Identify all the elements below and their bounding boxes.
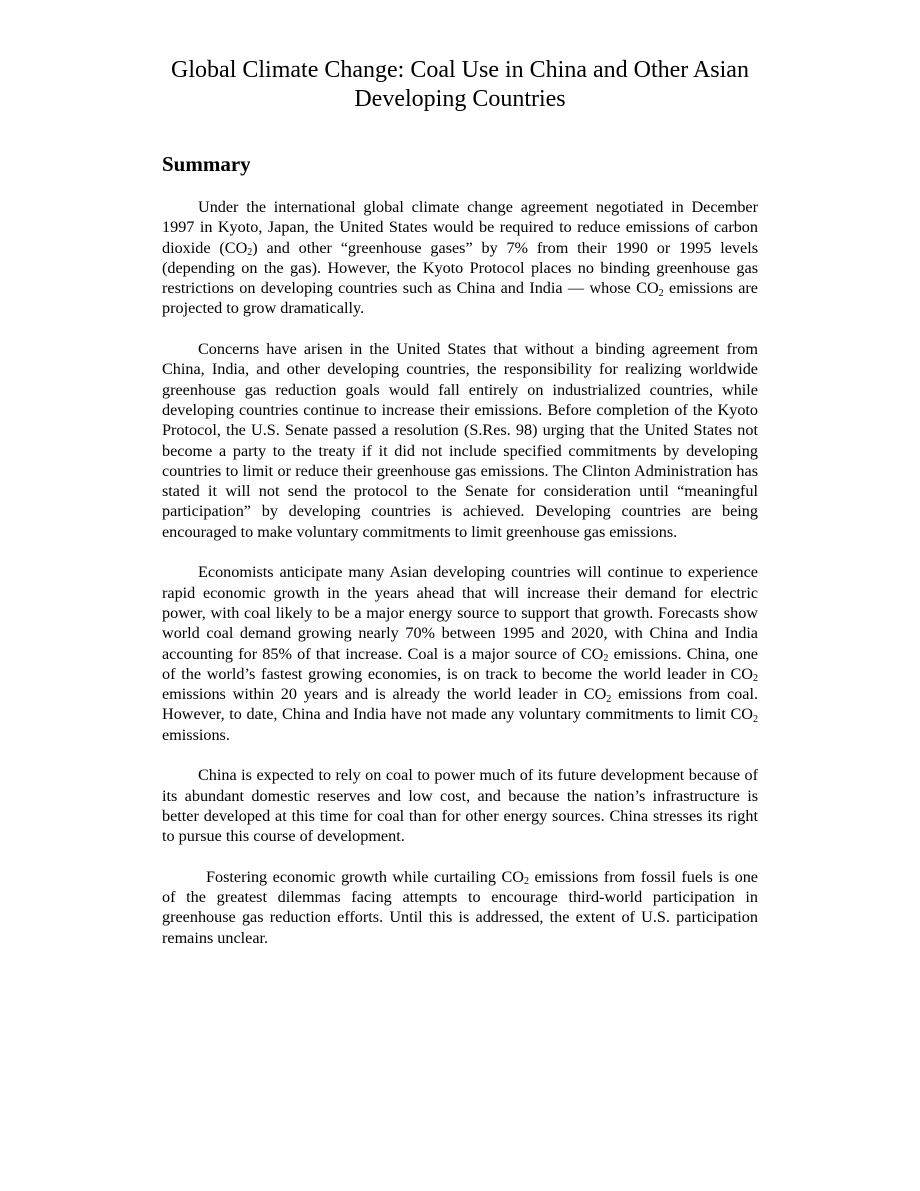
co2-formula-base: CO [224,238,248,257]
paragraph-3-text-b: emissions. China, one of the world’s fastest growing economies, is on track to become the world leader in [162,644,758,683]
co2-formula [730,665,758,683]
paragraph-3-text-d: emissions from coal. However, to date, China and India have not made any voluntary commitments to limit [162,685,758,724]
co2-formula-base: CO [501,867,524,886]
summary-heading: Summary [162,152,251,176]
co2-formula [636,279,664,297]
paragraph-1-text-c: emissions are projected to grow dramatically. [162,279,758,318]
co2-formula [584,685,612,703]
paragraph-3-text-c: emissions within 20 years and is already the world leader in [162,685,584,704]
co2-formula-base: CO [580,644,604,663]
summary-paragraph-4: China is expected to rely on coal to power much of its future development because of its abundant domestic reserves and low cost, and because the nation’s infrastructure is better developed at this time for coal than for other energy sources. China stresses its right to pursue this course of development. [162,766,758,846]
paragraph-3-text-e: emissions. [162,725,230,744]
co2-formula [501,868,529,886]
co2-formula-subscript: 2 [606,693,612,705]
co2-formula [225,239,253,257]
page-title: Global Climate Change: Coal Use in China and Other Asian Developing Countries [171,57,749,112]
paragraph-5-text-a: Fostering economic growth while curtailing [206,867,502,886]
co2-formula-base: CO [730,705,753,724]
co2-formula-base: CO [583,685,607,704]
co2-formula-subscript: 2 [523,876,529,888]
summary-body [162,197,758,968]
summary-paragraph-3 [162,562,758,745]
co2-formula-base: CO [730,664,753,683]
summary-paragraph-5 [162,867,758,948]
co2-formula-subscript: 2 [247,247,253,259]
paragraph-3-text-a: Economists anticipate many Asian developing countries will continue to experience rapid economic growth in the years ahead that will increase their demand for electric power, with coal likely to be a major energy source to support that growth. Forecasts show world coal demand growing nearly 70% between 1995 and 2020, with China and India accounting for 85% of that increase. Coal is a major source of [162,563,758,663]
co2-formula-base: CO [636,279,659,298]
paragraph-1-text-b: ) and other “greenhouse gases” by 7% from their 1990 or 1995 levels (depending on the gas). However, the Kyoto Protocol places no binding greenhouse gas restrictions on developing countries such as China and India — whose [162,238,759,298]
co2-formula-subscript: 2 [603,653,609,665]
co2-formula [730,705,758,723]
co2-formula [581,645,609,663]
paragraph-5-text-b: emissions from fossil fuels is one of the greatest dilemmas facing attempts to encourage third-world participation in greenhouse gas reduction efforts. Until this is addressed, the extent of U.S. participation remains unclear. [162,867,758,947]
co2-formula-subscript: 2 [658,287,664,299]
paragraph-1-text-a: Under the international global climate change agreement negotiated in December 1997 in Kyoto, Japan, the United States would be required to reduce emissions of carbon dioxide ( [162,198,758,257]
co2-formula-subscript: 2 [752,673,758,685]
co2-formula-subscript: 2 [752,713,758,725]
summary-paragraph-1 [162,197,758,319]
summary-paragraph-2: Concerns have arisen in the United States that without a binding agreement from China, India, and other developing countries, the responsibility for realizing worldwide greenhouse gas reduction goals would fall entirely on industrialized countries, while developing countries continue to increase their emissions. Before completion of the Kyoto Protocol, the U.S. Senate passed a resolution (S.Res. 98) urging that the United States not become a party to the treaty if it did not include specified commitments by developing countries to limit or reduce their greenhouse gas emissions. The Clinton Administration has stated it will not send the protocol to the Senate for consideration until “meaningful participation” by developing countries is achieved. Developing countries are being encouraged to make voluntary commitments to limit greenhouse gas emissions. [162,340,758,541]
